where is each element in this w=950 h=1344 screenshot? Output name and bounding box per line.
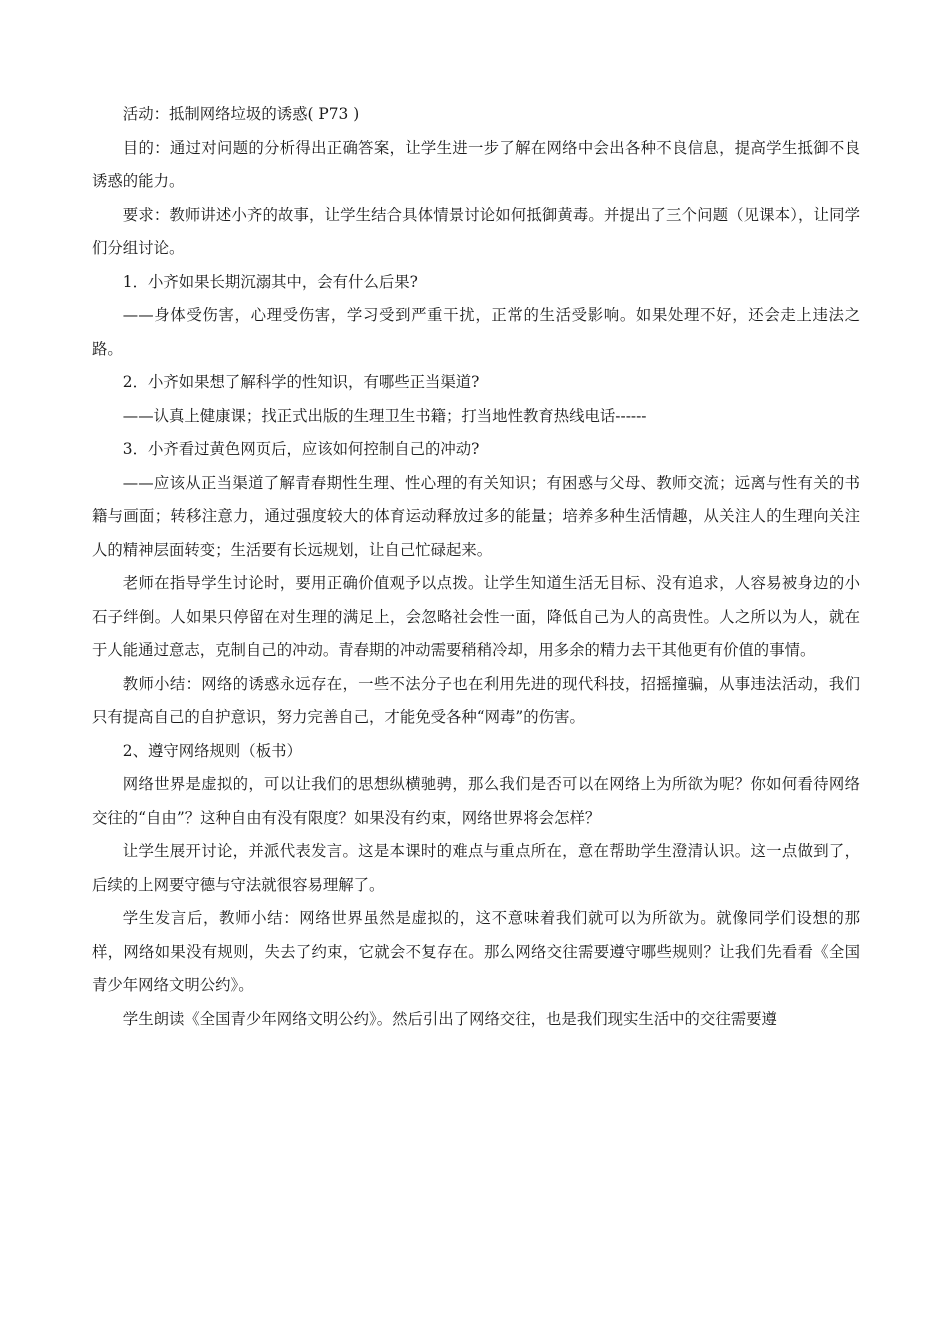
question-1: 1．小齐如果长期沉溺其中，会有什么后果? xyxy=(122,272,418,291)
question-2: 2．小齐如果想了解科学的性知识，有哪些正当渠道? xyxy=(122,373,480,391)
activity-heading: 活动：抵制网络垃圾的诱惑( P73 ) xyxy=(122,105,360,123)
network-freedom-paragraph: 网络世界是虚拟的，可以让我们的思想纵横驰骋，那么我们是否可以在网络上为所欲为呢？你如何看待网络交往的“自由”？这种自由有没有限度？如果没有约束，网络世界将会怎样？ xyxy=(92,775,860,827)
document-body xyxy=(92,98,860,1036)
teacher-guidance-paragraph: 老师在指导学生讨论时，要用正确价值观予以点拨。让学生知道生活无目标、没有追求，人容易被身边的小石子绊倒。人如果只停留在对生理的满足上，会忽略社会性一面，降低自己为人的高贵性。人之所以为人，就在于人能通过意志，克制自己的冲动。青春期的冲动需要稍稍冷却，用多余的精力去干其他更有价值的事情。 xyxy=(92,574,860,659)
teacher-conclusion-paragraph: 学生发言后，教师小结：网络世界虽然是虚拟的，这不意味着我们就可以为所欲为。就像同学们设想的那样，网络如果没有规则，失去了约束，它就会不复存在。那么网络交往需要遵守哪些规则？让我们先看看《全国青少年网络文明公约》。 xyxy=(92,909,860,994)
discussion-paragraph: 让学生展开讨论，并派代表发言。这是本课时的难点与重点所在，意在帮助学生澄清认识。这一点做到了，后续的上网要守德与守法就很容易理解了。 xyxy=(92,842,860,894)
question-3: 3．小齐看过黄色网页后，应该如何控制自己的冲动? xyxy=(122,440,480,458)
section-heading-network-rules: 2、遵守网络规则（板书） xyxy=(122,741,302,760)
reading-convention-paragraph: 学生朗读《全国青少年网络文明公约》。然后引出了网络交往，也是我们现实生活中的交往需要遵 xyxy=(122,1009,777,1028)
teacher-summary-paragraph: 教师小结：网络的诱惑永远存在，一些不法分子也在利用先进的现代科技，招摇撞骗，从事违法活动，我们只有提高自己的自护意识，努力完善自己，才能免受各种“网毒”的伤害。 xyxy=(92,674,860,726)
purpose-paragraph: 目的：通过对问题的分析得出正确答案，让学生进一步了解在网络中会出各种不良信息，提高学生抵御不良诱惑的能力。 xyxy=(92,138,860,190)
answer-2: ——认真上健康课；找正式出版的生理卫生书籍；打当地性教育热线电话------ xyxy=(122,406,647,425)
answer-1: ——身体受伤害，心理受伤害，学习受到严重干扰，正常的生活受影响。如果处理不好，还会走上违法之路。 xyxy=(92,306,860,358)
requirement-paragraph: 要求：教师讲述小齐的故事，让学生结合具体情景讨论如何抵御黄毒。并提出了三个问题（见课本），让同学们分组讨论。 xyxy=(92,205,860,257)
answer-3: ——应该从正当渠道了解青春期性生理、性心理的有关知识；有困惑与父母、教师交流；远离与性有关的书籍与画面；转移注意力，通过强度较大的体育运动释放过多的能量；培养多种生活情趣，从关注人的生理向关注人的精神层面转变；生活要有长远规划，让自己忙碌起来。 xyxy=(92,473,860,559)
